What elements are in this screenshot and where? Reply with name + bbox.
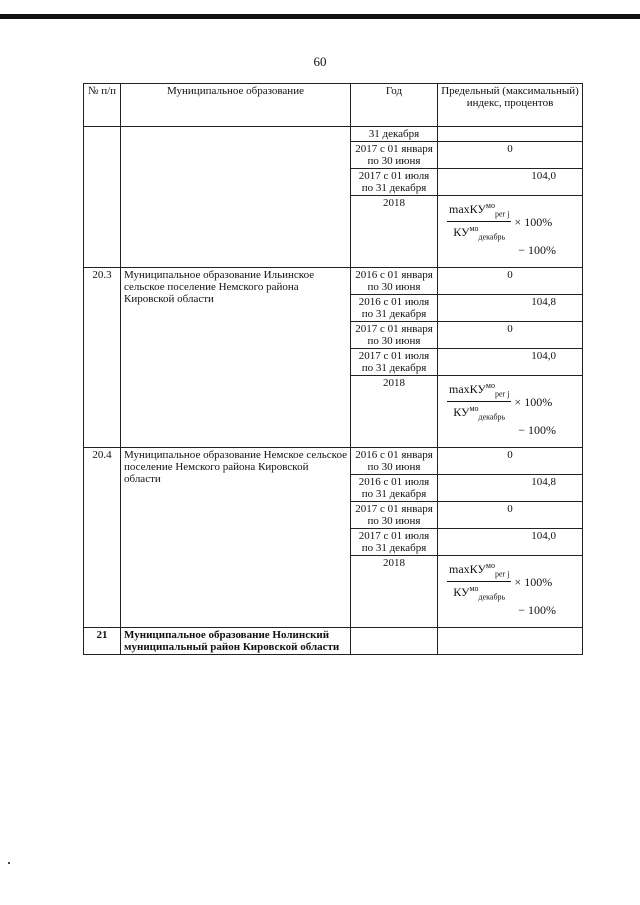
formula-minus: − 100% (518, 422, 556, 437)
index-cell (438, 556, 583, 628)
municipality-cell: Муниципальное образование Нолинский муниципальный район Кировской области (121, 628, 351, 655)
header-year: Год (351, 84, 438, 127)
formula-minus: − 100% (518, 602, 556, 617)
table-row (84, 127, 583, 142)
index-cell: 0 (438, 322, 583, 349)
formula-fraction (447, 560, 511, 604)
municipality-cell (121, 127, 351, 268)
formula-multiplier: × 100% (514, 394, 553, 409)
formula-fraction (447, 200, 511, 244)
year-cell: 2016 с 01 января по 30 июня (351, 268, 438, 295)
municipality-cell: Муниципальное образование Немское сельское поселение Немского района Кировской области (121, 448, 351, 628)
index-formula (441, 200, 556, 244)
table-row (84, 448, 583, 475)
header-no: № п/п (84, 84, 121, 127)
index-cell: 0 (438, 142, 583, 169)
year-cell: 31 декабря (351, 127, 438, 142)
year-cell: 2016 с 01 января по 30 июня (351, 448, 438, 475)
header-municipality: Муниципальное образование (121, 84, 351, 127)
scan-speck (8, 862, 10, 864)
formula-denominator: $КУ^{мо}_{декабрь}$ (453, 404, 506, 422)
index-formula (441, 560, 556, 604)
municipality-cell: Муниципальное образование Ильинское сельское поселение Немского района Кировской области (121, 268, 351, 448)
table-header-row (84, 84, 583, 127)
formula-minus: − 100% (518, 242, 556, 257)
index-cell (438, 127, 583, 142)
formula-numerator: maxКУ$^{мо}_{per j}$ (447, 560, 511, 582)
formula-fraction (447, 380, 511, 424)
index-cell (438, 196, 583, 268)
index-cell (438, 376, 583, 448)
top-border-line (0, 14, 640, 19)
page-number: 60 (313, 54, 327, 69)
index-cell: 0 (438, 448, 583, 475)
index-cell: 104,8 (438, 475, 583, 502)
index-cell: 104,8 (438, 295, 583, 322)
year-cell: 2017 с 01 июля по 31 декабря (351, 349, 438, 376)
row-number-cell (84, 127, 121, 268)
year-cell: 2018 (351, 376, 438, 448)
index-cell: 104,0 (438, 169, 583, 196)
year-cell: 2018 (351, 556, 438, 628)
year-cell: 2016 с 01 июля по 31 декабря (351, 475, 438, 502)
year-cell: 2018 (351, 196, 438, 268)
index-cell: 104,0 (438, 349, 583, 376)
index-formula (441, 380, 556, 424)
index-cell: 0 (438, 502, 583, 529)
year-cell: 2017 с 01 июля по 31 декабря (351, 169, 438, 196)
formula-numerator: maxКУ$^{мо}_{per j}$ (447, 380, 511, 402)
formula-multiplier: × 100% (514, 574, 553, 589)
formula-denominator: $КУ^{мо}_{декабрь}$ (453, 224, 506, 242)
index-cell: 0 (438, 268, 583, 295)
year-cell: 2017 с 01 января по 30 июня (351, 142, 438, 169)
year-cell: 2016 с 01 июля по 31 декабря (351, 295, 438, 322)
formula-numerator: maxКУ$^{мо}_{per j}$ (447, 200, 511, 222)
table-row (84, 268, 583, 295)
index-cell (438, 628, 583, 655)
formula-multiplier: × 100% (514, 214, 553, 229)
year-cell (351, 628, 438, 655)
header-index: Предельный (максимальный) индекс, процентов (438, 84, 583, 127)
index-cell: 104,0 (438, 529, 583, 556)
formula-denominator: $КУ^{мо}_{декабрь}$ (453, 584, 506, 602)
row-number-cell: 20.4 (84, 448, 121, 628)
year-cell: 2017 с 01 июля по 31 декабря (351, 529, 438, 556)
year-cell: 2017 с 01 января по 30 июня (351, 322, 438, 349)
tariff-index-table-wrapper (83, 83, 582, 655)
table-body (84, 127, 583, 655)
row-number-cell: 21 (84, 628, 121, 655)
tariff-index-table (83, 83, 583, 655)
row-number-cell: 20.3 (84, 268, 121, 448)
table-row (84, 628, 583, 655)
year-cell: 2017 с 01 января по 30 июня (351, 502, 438, 529)
